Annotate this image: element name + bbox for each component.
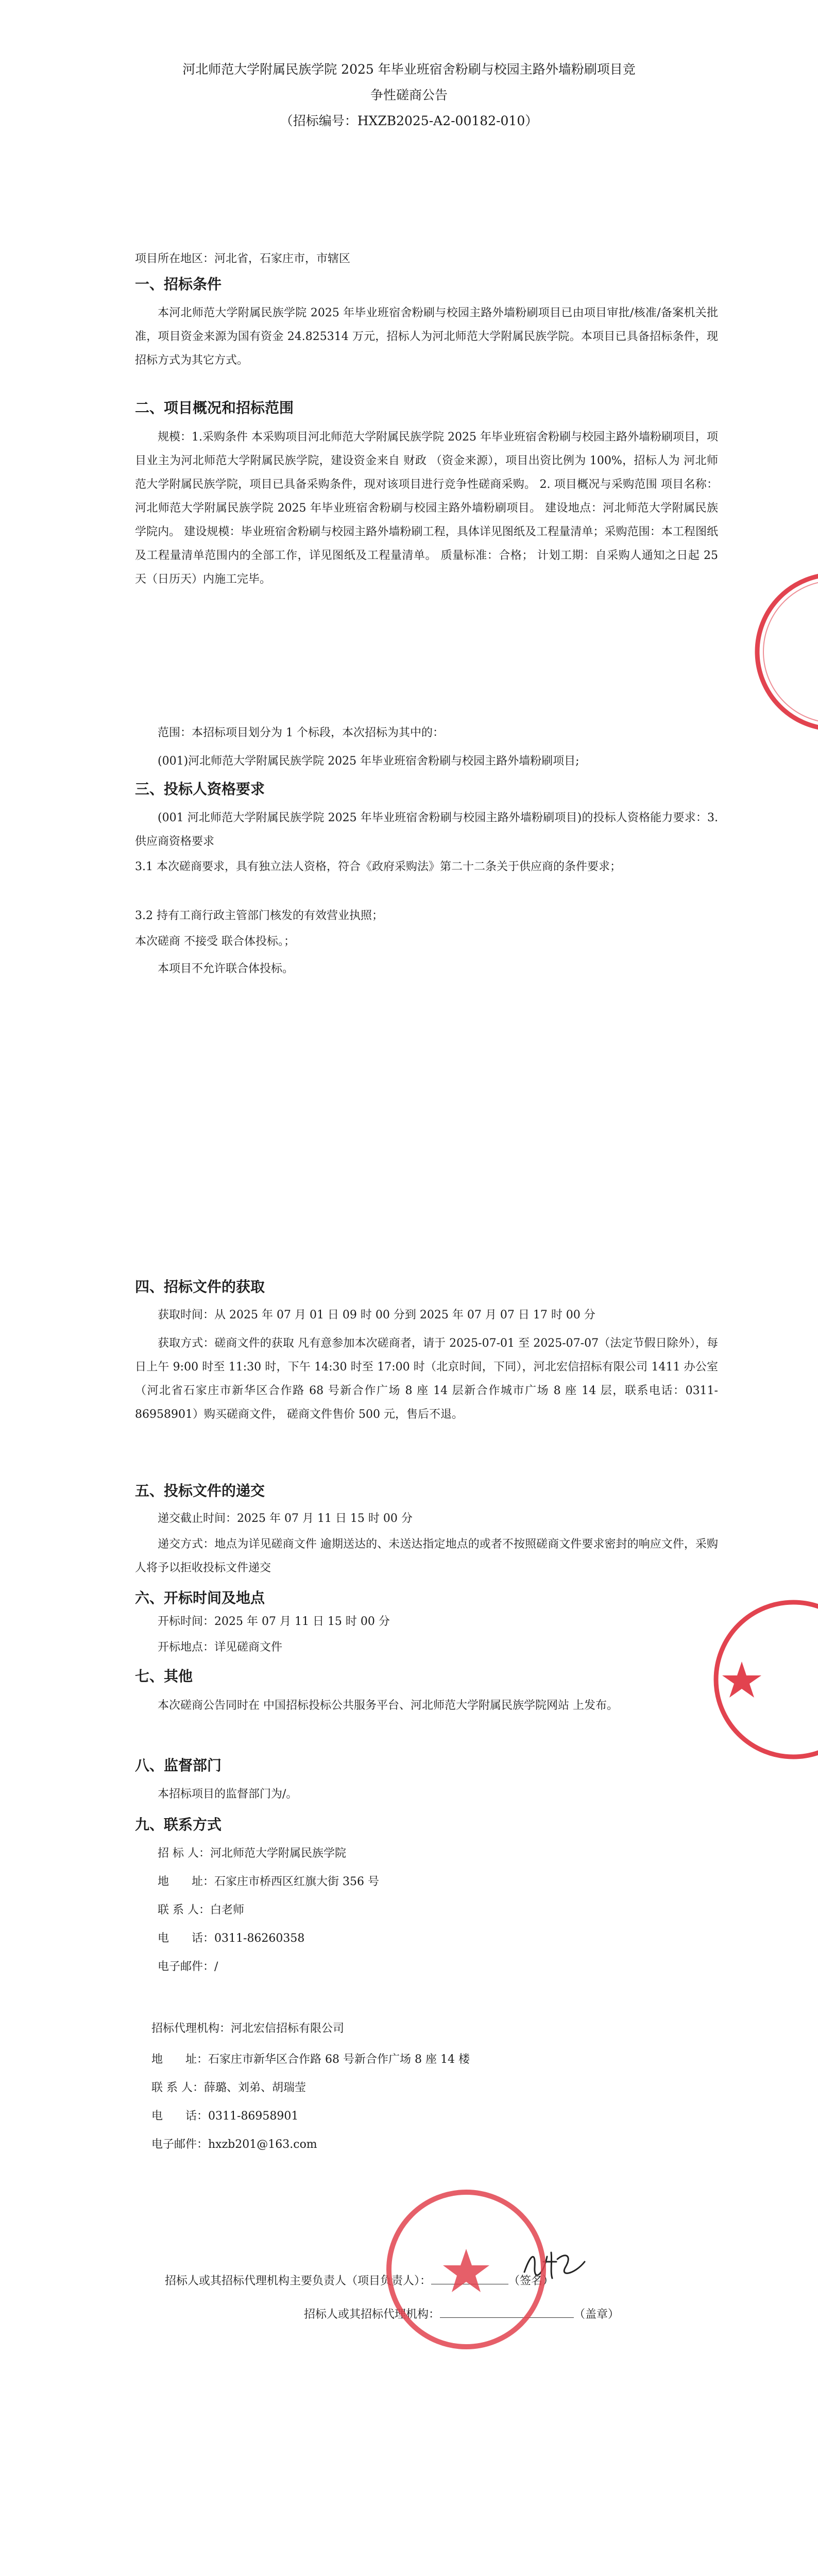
contact-value: 石家庄市桥西区红旗大街 356 号 [214, 1875, 379, 1888]
section-8-paragraph: 本招标项目的监督部门为/。 [158, 1788, 298, 1801]
stamp-suffix: （盖章） [574, 2308, 620, 2321]
contact-label: 电子邮件： [158, 1960, 215, 1973]
section-6-time: 开标时间：2025 年 07 月 11 日 15 时 00 分 [158, 1615, 390, 1628]
section-6-heading: 六、开标时间及地点 [135, 1589, 265, 1606]
section-4-method: 获取方式：磋商文件的获取 凡有意参加本次磋商者，请于 2025-07-01 至 2025-07-07（法定节假日除外），每日上午 9:00 时至 11:30 时，下午 14:30 时至 17:00 时（北京时间，下同），河北宏信招标有限公司 1411 办公室（河北省石家庄市新华区合作路 68 号新合作广场 8 座 14 层新合作城市广场 8 座 14 层，联系电话：0311-86958901）购买磋商文件， 磋商文件售价 500 元，售后不退。 [135, 1337, 718, 1421]
contact-label: 联 系 人： [158, 1904, 210, 1917]
section-7-heading: 七、其他 [135, 1668, 193, 1685]
title-line-1: 河北师范大学附属民族学院 2025 年毕业班宿舍粉刷与校园主路外墙粉刷项目竞 [182, 62, 636, 77]
section-5-method: 递交方式：地点为详见磋商文件 逾期送达的、未送达指定地点的或者不按照磋商文件要求密封的响应文件，采购人将予以拒收投标文件递交 [135, 1538, 718, 1574]
agency-phone-row [151, 2107, 298, 2123]
tenderer-email-row [158, 1958, 218, 1974]
contact-value: 白老师 [210, 1904, 245, 1917]
contact-value: 河北宏信招标有限公司 [231, 2022, 345, 2035]
section-9-heading: 九、联系方式 [135, 1816, 222, 1833]
section-3-para-3: 3.2 持有工商行政主管部门核发的有效营业执照； [135, 909, 383, 922]
section-5-heading: 五、投标文件的递交 [135, 1482, 265, 1499]
section-6-place: 开标地点：详见磋商文件 [158, 1641, 283, 1654]
signature-label: 招标人或其招标代理机构主要负责人（项目负责人）： [165, 2275, 432, 2287]
contact-value: hxzb201@163.com [208, 2138, 317, 2151]
contact-value: 0311-86260358 [214, 1932, 305, 1945]
section-7-paragraph: 本次磋商公告同时在 中国招标投标公共服务平台、河北师范大学附属民族学院网站 上发布。 [158, 1699, 618, 1712]
contact-label: 电子邮件： [151, 2138, 209, 2151]
section-2-heading: 二、项目概况和招标范围 [135, 399, 294, 416]
contact-value: 石家庄市新华区合作路 68 号新合作广场 8 座 14 楼 [208, 2053, 470, 2066]
contact-value: / [214, 1960, 218, 1973]
stamp-label: 招标人或其招标代理机构： [304, 2308, 440, 2321]
contact-label: 地 址： [151, 2053, 209, 2066]
tenderer-phone-row [158, 1929, 304, 1945]
section-8-heading: 八、监督部门 [135, 1757, 222, 1774]
section-1-paragraph: 本河北师范大学附属民族学院 2025 年毕业班宿舍粉刷与校园主路外墙粉刷项目已由项目审批/核准/备案机关批准，项目资金来源为国有资金 24.825314 万元，招标人为河北师范大学附属民族学院。本项目已具备招标条件，现招标方式为其它方式。 [135, 307, 718, 367]
contact-value: 薛璐、刘弟、胡瑞莹 [204, 2081, 306, 2094]
section-3-para-4: 本次磋商 不接受 联合体投标。； [135, 935, 295, 948]
section-4-time: 获取时间：从 2025 年 07 月 01 日 09 时 00 分到 2025 年 07 月 07 日 17 时 00 分 [158, 1309, 595, 1321]
contact-label: 电 话： [151, 2110, 209, 2123]
contact-label: 地 址： [158, 1875, 215, 1888]
contact-label: 联 系 人： [151, 2081, 204, 2094]
agency-name-row [151, 2020, 344, 2036]
tenderer-name-row [158, 1844, 346, 1860]
contact-label: 电 话： [158, 1932, 215, 1945]
contact-value: 0311-86958901 [208, 2110, 299, 2123]
contact-label: 招标代理机构： [151, 2022, 231, 2035]
title-line-2: 争性磋商公告 [370, 88, 448, 103]
section-3-para-2: 3.1 本次磋商要求，具有独立法人资格，符合《政府采购法》第二十二条关于供应商的条件要求； [135, 860, 621, 873]
contact-value: 河北师范大学附属民族学院 [210, 1847, 347, 1860]
section-4-heading: 四、招标文件的获取 [135, 1278, 265, 1295]
document-title [103, 57, 715, 134]
section-1-heading: 一、招标条件 [135, 276, 222, 293]
section-2-paragraph: 规模：1.采购条件 本采购项目河北师范大学附属民族学院 2025 年毕业班宿舍粉刷与校园主路外墙粉刷项目，项目业主为河北师范大学附属民族学院，建设资金来自 财政 （资金来源），项目出资比例为 100%，招标人为 河北师范大学附属民族学院，项目已具备采购条件，现对该项目进行竞争性磋商采购。 2. 项目概况与采购范围 项目名称：河北师范大学附属民族学院 2025 年毕业班宿舍粉刷与校园主路外墙粉刷项目。 建设地点：河北师范大学附属民族学院内。 建设规模：毕业班宿舍粉刷与校园主路外墙粉刷工程，具体详见图纸及工程量清单；采购范围：本工程图纸及工程量清单范围内的全部工作，详见图纸及工程量清单。 质量标准：合格； 计划工期：自采购人通知之日起 25 天（日历天）内施工完毕。 [135, 431, 718, 586]
red-seal-partial-icon [695, 1587, 818, 1772]
tenderer-contact-row [158, 1901, 244, 1917]
section-5-deadline: 递交截止时间：2025 年 07 月 11 日 15 时 00 分 [158, 1512, 413, 1525]
tenderer-address-row [158, 1873, 379, 1889]
section-2-lot: (001)河北师范大学附属民族学院 2025 年毕业班宿舍粉刷与校园主路外墙粉刷项目; [158, 755, 580, 768]
section-3-para-1: (001 河北师范大学附属民族学院 2025 年毕业班宿舍粉刷与校园主路外墙粉刷项目)的投标人资格能力要求：3.供应商资格要求 [135, 811, 718, 848]
section-3-heading: 三、投标人资格要求 [135, 781, 265, 798]
section-3-para-5: 本项目不允许联合体投标。 [158, 962, 294, 975]
red-seal-icon [381, 2184, 551, 2354]
project-location: 项目所在地区：河北省，石家庄市，市辖区 [135, 252, 351, 265]
signature-suffix: （签名） [508, 2275, 554, 2287]
red-seal-partial-icon [742, 567, 818, 737]
agency-address-row [151, 2050, 470, 2066]
agency-email-row [151, 2136, 317, 2151]
contact-label: 招 标 人： [158, 1847, 210, 1860]
agency-contact-row [151, 2079, 306, 2095]
section-2-range: 范围：本招标项目划分为 1 个标段，本次招标为其中的： [158, 726, 444, 739]
project-number: （招标编号：HXZB2025-A2-00182-010） [280, 113, 538, 128]
